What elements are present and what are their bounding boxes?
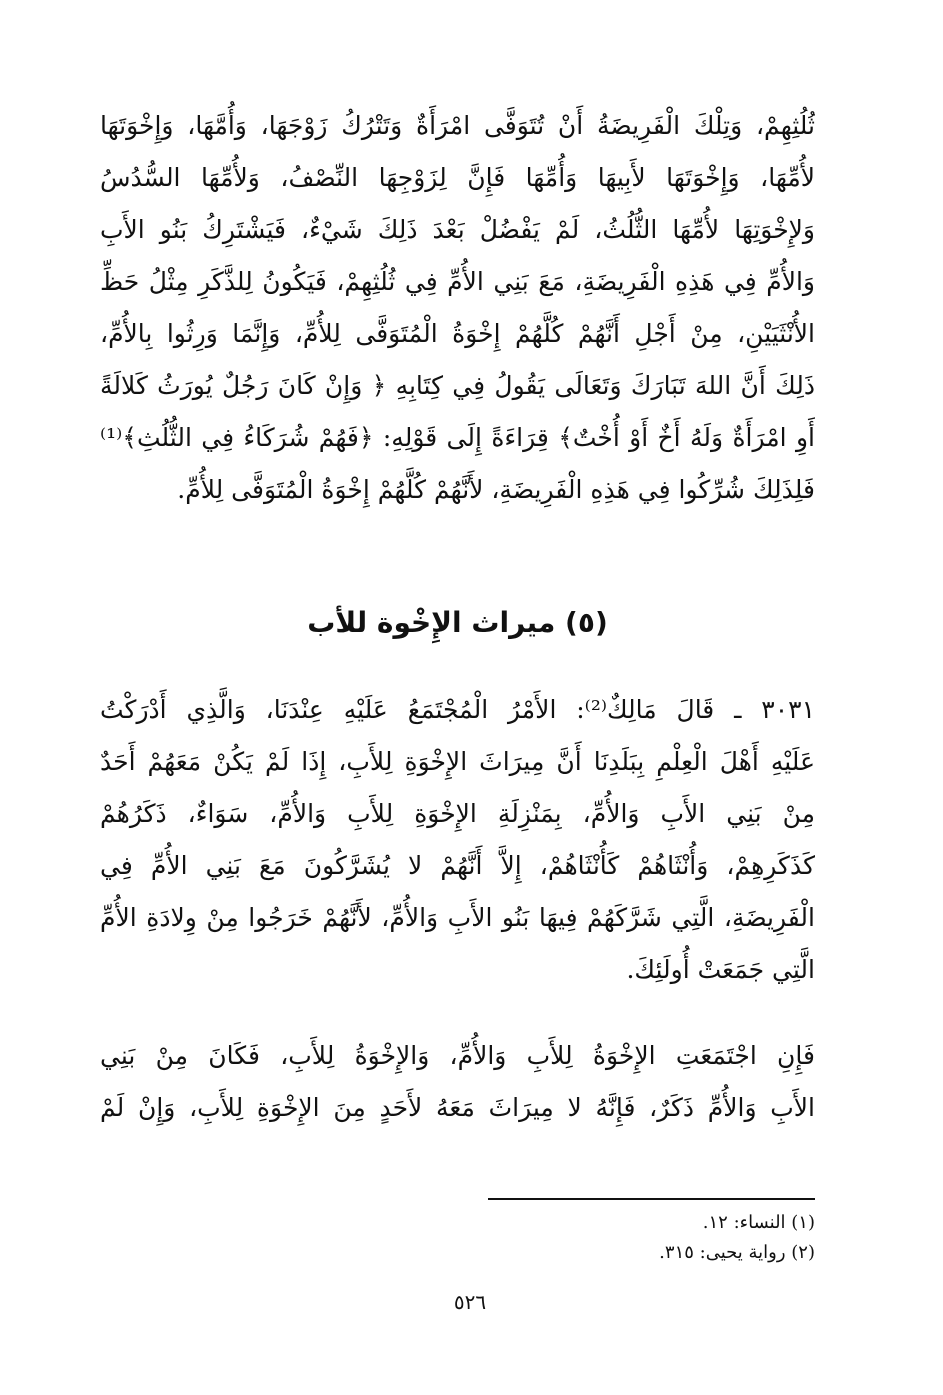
text-line: أَوِ امْرَأَةٌ وَلَهُ أَخٌ أَوْ أُخْتٌ﴾ قِرَاءَةً إِلَى قَوْلِهِ: ﴿فَهُمْ شُرَكَاءُ فِي الثُّلُثِ﴾⁽¹⁾ <box>100 423 815 452</box>
paragraph-3031 <box>100 684 815 996</box>
text-line: الأَبِ وَالأُمِّ ذَكَرٌ، فَإِنَّهُ لا مِيرَاثَ مَعَهُ لأَحَدٍ مِنَ الإِخْوَةِ لِلأَبِ، وَإِنْ لَمْ <box>100 1093 815 1122</box>
text-line: فَإِنِ اجْتَمَعَتِ الإِخْوَةُ لِلأَبِ وَالأُمِّ، وَالإِخْوَةُ لِلأَبِ، فَكَانَ مِنْ بَنِي <box>100 1041 815 1070</box>
text-line: وَالأُمِّ فِي هَذِهِ الْفَرِيضَةِ، مَعَ بَنِي الأُمِّ فِي ثُلُثِهِمْ، فَيَكُونُ لِلذَّكَرِ مِثْلُ حَظِّ <box>100 267 815 296</box>
footnote-divider <box>488 1198 815 1200</box>
footnotes <box>420 1208 815 1268</box>
text-line: وَلإِخْوَتِهَا لأُمِّهَا الثُّلُثُ، لَمْ يَفْضُلْ بَعْدَ ذَلِكَ شَيْءٌ، فَيَشْتَرِكُ بَنُو الأَبِ <box>100 215 815 244</box>
text-line: ٣٠٣١ ـ قَالَ مَالِكٌ⁽²⁾: الأَمْرُ الْمُجْتَمَعُ عَلَيْهِ عِنْدَنَا، وَالَّذِي أَدْرَكْتُ <box>100 695 815 724</box>
text-line: عَلَيْهِ أَهْلَ الْعِلْمِ بِبَلَدِنَا أَنَّ مِيرَاثَ الإِخْوَةِ لِلأَبِ، إِذَا لَمْ يَكُنْ مَعَهُمْ أَحَدٌ <box>100 747 815 776</box>
paragraph-continuation <box>100 100 815 516</box>
text-line: الْفَرِيضَةِ، الَّتِي شَرَّكَهُمْ فِيهَا بَنُو الأَبِ وَالأُمِّ، لأَنَّهُمْ خَرَجُوا مِنْ وِلادَةِ الأُمِّ <box>100 903 815 932</box>
text-line: الأُنْثَيَيْنِ، مِنْ أَجْلِ أَنَّهُمْ كُلَّهُمْ إِخْوَةُ الْمُتَوَفَّى لِلأُمِّ، وَإِنَّمَا وَرِثُوا بِالأُمِّ، <box>100 319 815 348</box>
text-line: ثُلُثِهِمْ، وَتِلْكَ الْفَرِيضَةُ أَنْ تُتَوَفَّى امْرَأَةٌ وَتَتْرُكُ زَوْجَهَا، وَأُمَّهَا، وَإِخْوَتَهَا <box>100 111 815 140</box>
paragraph-next <box>100 1030 815 1134</box>
text-line: فَلِذَلِكَ شُرِّكُوا فِي هَذِهِ الْفَرِيضَةِ، لأَنَّهُمْ كُلَّهُمْ إِخْوَةُ الْمُتَوَفَّى لِلأُمِّ. <box>177 475 815 504</box>
footnote-2: (٢) رواية يحيى: ٣١٥. <box>659 1242 815 1263</box>
text-line: مِنْ بَنِي الأَبِ وَالأُمِّ، بِمَنْزِلَةِ الإِخْوَةِ لِلأَبِ وَالأُمِّ، سَوَاءٌ، ذَكَرُهُمْ <box>100 799 815 828</box>
footnote-1: (١) النساء: ١٢. <box>702 1212 815 1233</box>
text-line: كَذَكَرِهِمْ، وَأُنْثَاهُمْ كَأُنْثَاهُمْ، إِلاَّ أَنَّهُمْ لا يُشَرَّكُونَ مَعَ بَنِي الأُمِّ فِي <box>100 851 815 880</box>
page-number: ٥٢٦ <box>453 1290 487 1314</box>
text-line: الَّتِي جَمَعَتْ أُولَئِكَ. <box>626 955 815 984</box>
section-heading: (٥) ميراث الإِخْوة للأب <box>307 606 608 639</box>
text-line: لأُمِّهَا، وَإِخْوَتَهَا لأَبِيهَا وَأُمِّهَا فَإِنَّ لِزَوْجِهَا النِّصْفُ، وَلأُمِّهَا السُّدُسُ <box>100 163 815 192</box>
text-line: ذَلِكَ أَنَّ اللهَ تَبَارَكَ وَتَعَالَى يَقُولُ فِي كِتَابِهِ ﴿ وَإِنْ كَانَ رَجُلٌ يُورَثُ كَلالَةً <box>100 371 815 400</box>
